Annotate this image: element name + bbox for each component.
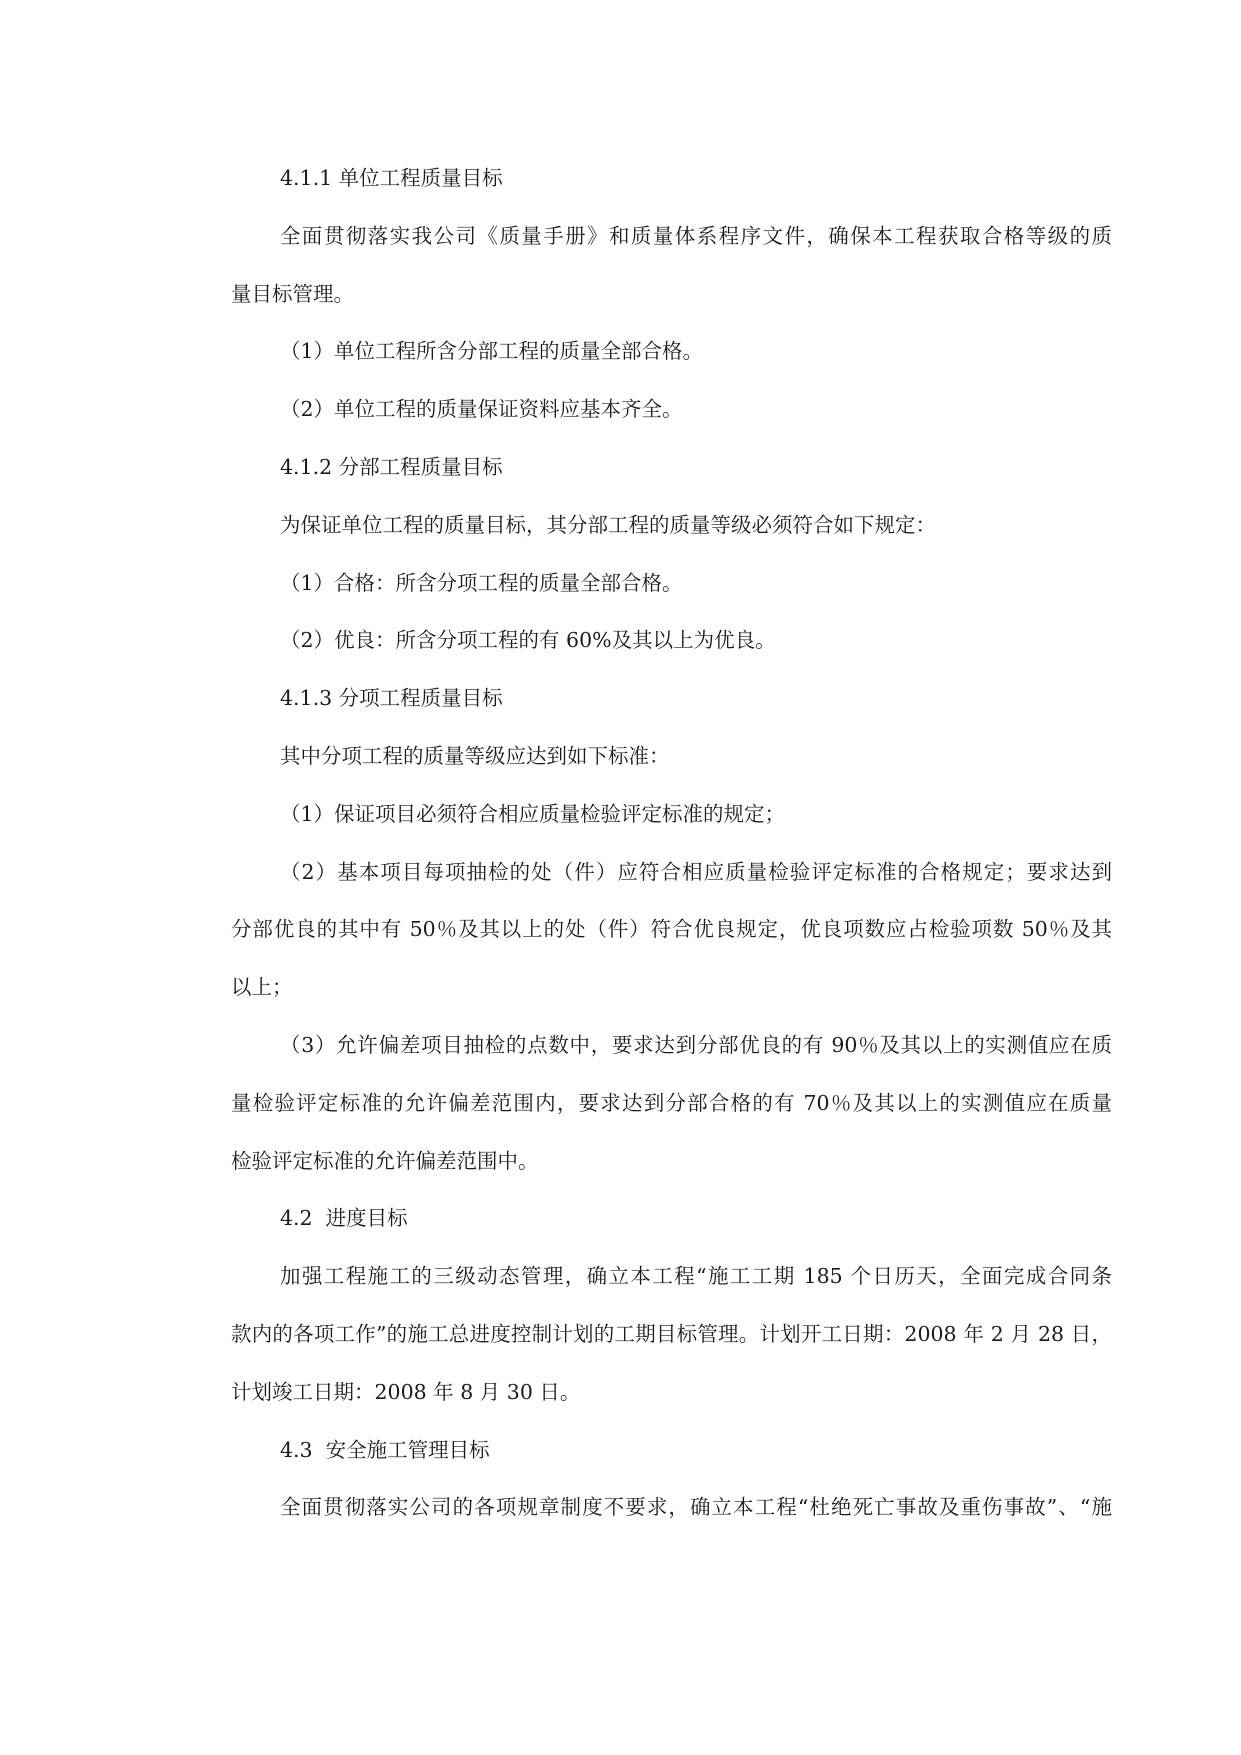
list-item: （2）基本项目每项抽检的处（件）应符合相应质量检验评定标准的合格规定；要求达到	[280, 859, 1112, 884]
section-4-2	[231, 1190, 1112, 1421]
section-4-1-2	[231, 439, 1112, 670]
list-item: （1）保证项目必须符合相应质量检验评定标准的规定；	[280, 801, 786, 826]
paragraph-line: 加强工程施工的三级动态管理，确立本工程“施工工期 185 个日历天，全面完成合同条	[280, 1264, 1112, 1289]
list-item-continuation: 分部优良的其中有 50％及其以上的处（件）符合优良规定，优良项数应占检验项数 50％及其	[231, 917, 1112, 942]
paragraph-line: 量目标管理。	[231, 281, 354, 306]
paragraph-line: 为保证单位工程的质量目标，其分部工程的质量等级必须符合如下规定：	[280, 512, 936, 537]
paragraph-line: 全面贯彻落实我公司《质量手册》和质量体系程序文件，确保本工程获取合格等级的质	[280, 223, 1112, 248]
paragraph-line: 全面贯彻落实公司的各项规章制度不要求，确立本工程“杜绝死亡事故及重伤事故”、“施	[280, 1495, 1112, 1520]
list-item-continuation: 检验评定标准的允许偏差范围中。	[231, 1148, 539, 1173]
section-4-3	[231, 1422, 1112, 1538]
paragraph-line: 款内的各项工作”的施工总进度控制计划的工期目标管理。计划开工日期：2008 年 2 月 28 日，	[231, 1321, 1112, 1346]
list-item-continuation: 量检验评定标准的允许偏差范围内，要求达到分部合格的有 70％及其以上的实测值应在质量	[231, 1090, 1112, 1115]
paragraph-line: 计划竣工日期：2008 年 8 月 30 日。	[231, 1379, 581, 1404]
section-heading: 4.1.3 分项工程质量目标	[280, 686, 503, 711]
section-heading: 4.2 进度目标	[280, 1206, 408, 1231]
section-heading: 4.3 安全施工管理目标	[280, 1437, 490, 1462]
list-item-continuation: 以上；	[231, 975, 293, 1000]
list-item: （3）允许偏差项目抽检的点数中，要求达到分部优良的有 90％及其以上的实测值应在质	[280, 1032, 1112, 1057]
section-heading: 4.1.1 单位工程质量目标	[280, 166, 503, 190]
list-item: （2）单位工程的质量保证资料应基本齐全。	[280, 397, 683, 422]
paragraph-line: 其中分项工程的质量等级应达到如下标准：	[280, 743, 670, 768]
list-item: （1）单位工程所含分部工程的质量全部合格。	[280, 339, 704, 364]
section-4-1-3	[231, 670, 1112, 1190]
section-heading: 4.1.2 分部工程质量目标	[280, 454, 503, 479]
document-body	[231, 150, 1112, 1537]
section-4-1-1	[231, 150, 1112, 439]
list-item: （2）优良：所含分项工程的有 60%及其以上为优良。	[280, 628, 776, 653]
list-item: （1）合格：所含分项工程的质量全部合格。	[280, 570, 683, 595]
